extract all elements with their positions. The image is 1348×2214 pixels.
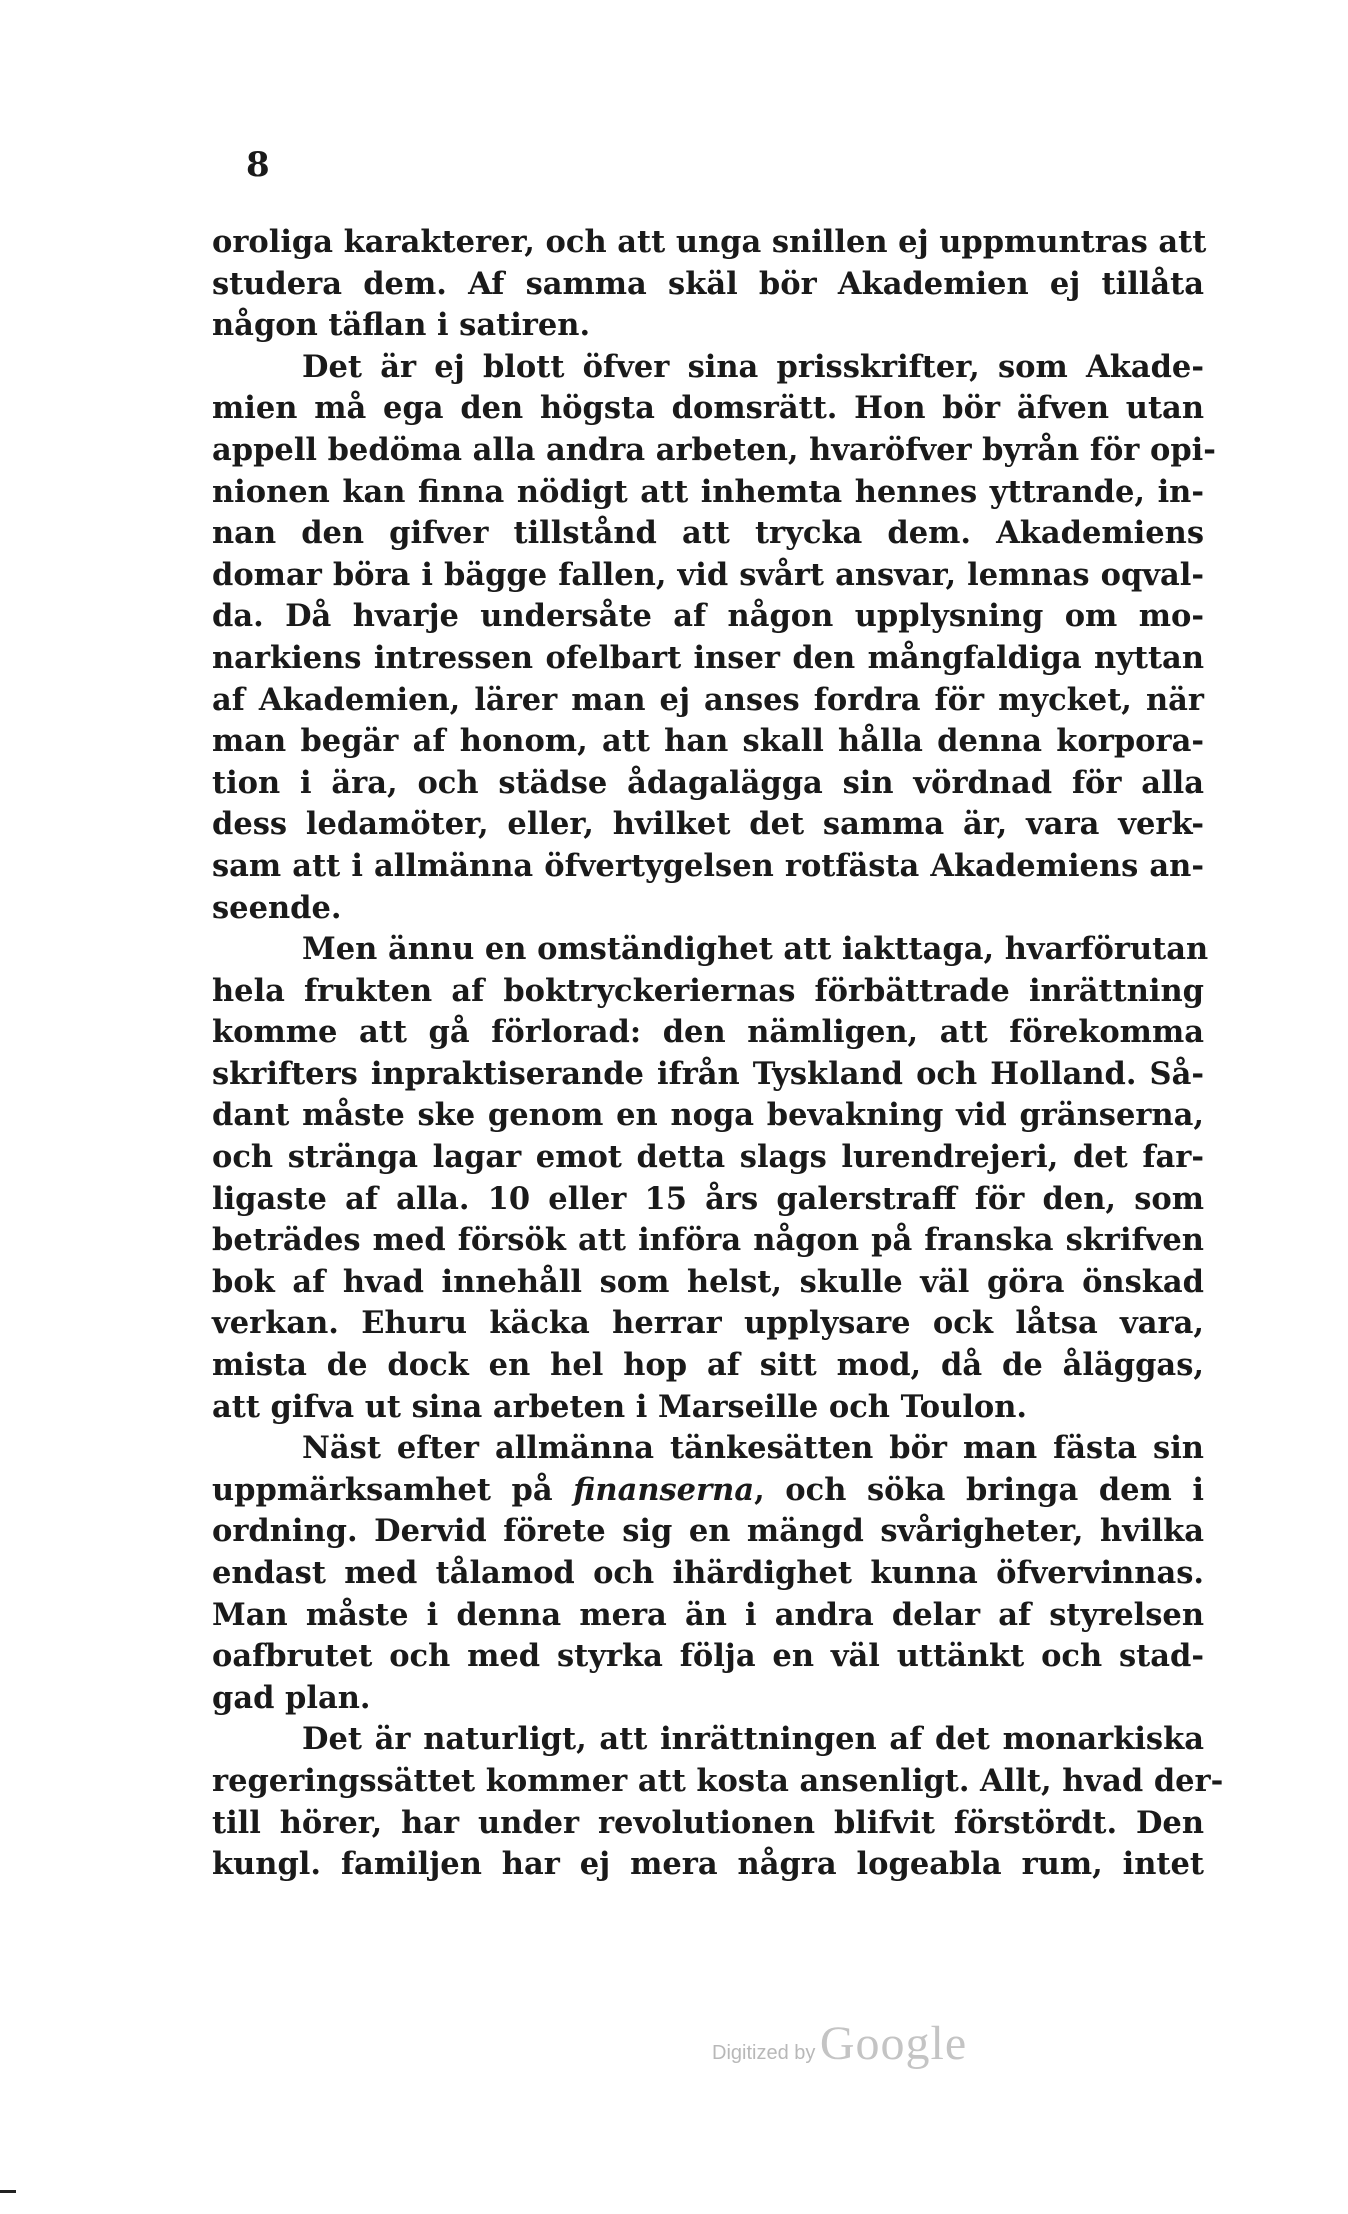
text-line: Näst efter allmänna tänkesätten bör man fästa sin xyxy=(302,1430,1204,1467)
text-line: hela frukten af boktryckeriernas förbättrade inrättning xyxy=(212,972,1204,1009)
text-line: tion i ära, och städse ådagalägga sin vördnad för alla xyxy=(212,764,1204,801)
page-edge-mark xyxy=(0,2190,16,2193)
text-line: ligaste af alla. 10 eller 15 års galerstraff för den, som xyxy=(212,1180,1204,1217)
text-line: Det är naturligt, att inrättningen af det monarkiska xyxy=(302,1721,1204,1758)
text-line: komme att gå förlorad: den nämligen, att förekomma xyxy=(212,1014,1204,1051)
text-line: oroliga karakterer, och att unga snillen ej uppmuntras att xyxy=(212,224,1207,260)
text-line: nionen kan finna nödigt att inhemta hennes yttrande, in- xyxy=(212,473,1204,510)
text-line: man begär af honom, att han skall hålla denna korpora- xyxy=(212,723,1204,760)
text-line: seende. xyxy=(212,889,342,926)
body-text xyxy=(212,222,1224,1886)
text-line: sam att i allmänna öfvertygelsen rotfästa Akademiens an- xyxy=(212,847,1204,884)
text-line: dant måste ske genom en noga bevakning vid gränserna, xyxy=(212,1097,1204,1134)
text-line: endast med tålamod och ihärdighet kunna öfvervinnas. xyxy=(212,1555,1204,1591)
digitized-watermark xyxy=(712,2016,967,2071)
text-line: da. Då hvarje undersåte af någon upplysning om mo- xyxy=(212,598,1204,635)
text-line: appell bedöma alla andra arbeten, hvaröfver byrån för opi- xyxy=(212,431,1216,468)
text-line: oafbrutet och med styrka följa en väl uttänkt och stad- xyxy=(212,1638,1204,1675)
text-line: Det är ej blott öfver sina prisskrifter, som Akade- xyxy=(302,348,1204,385)
text-line: dess ledamöter, eller, hvilket det samma är, vara verk- xyxy=(212,806,1204,843)
text-line: skrifters inpraktiserande ifrån Tyskland och Holland. Så- xyxy=(212,1055,1204,1092)
text-line: narkiens intressen ofelbart inser den mångfaldiga nyttan xyxy=(212,639,1204,676)
page-number: 8 xyxy=(246,145,270,185)
text-line: mista de dock en hel hop af sitt mod, då de åläggas, xyxy=(212,1347,1204,1384)
text-line: domar böra i bägge fallen, vid svårt ansvar, lemnas oqval- xyxy=(212,556,1204,593)
text-line: beträdes med försök att införa någon på franska skrifven xyxy=(212,1222,1204,1259)
text-line: till hörer, har under revolutionen blifvit förstördt. Den xyxy=(212,1804,1204,1841)
text-line: studera dem. Af samma skäl bör Akademien ej tillåta xyxy=(212,265,1204,302)
text-line: nan den gifver tillstånd att trycka dem. Akademiens xyxy=(212,515,1204,552)
digitized-by-label: Digitized by xyxy=(712,2042,816,2064)
text-line: ordning. Dervid förete sig en mängd svårigheter, hvilka xyxy=(212,1513,1204,1550)
google-logo: Google xyxy=(819,2017,968,2070)
text-line: gad plan. xyxy=(212,1679,371,1716)
text-line: Men ännu en omständighet att iakttaga, hvarförutan xyxy=(302,931,1209,968)
text-line: att gifva ut sina arbeten i Marseille och Toulon. xyxy=(212,1388,1028,1425)
text-line: bok af hvad innehåll som helst, skulle väl göra önskad xyxy=(212,1263,1204,1300)
text-line: någon täflan i satiren. xyxy=(212,307,591,344)
italic-word: finanserna xyxy=(573,1471,755,1508)
text-line: och stränga lagar emot detta slags lurendrejeri, det far- xyxy=(212,1139,1204,1176)
text-line: uppmärksamhet på finanserna, och söka bringa dem i xyxy=(212,1471,1205,1508)
text-line: verkan. Ehuru käcka herrar upplysare ock låtsa vara, xyxy=(212,1305,1204,1342)
text-line: kungl. familjen har ej mera några logeabla rum, intet xyxy=(212,1846,1204,1883)
text-line: Man måste i denna mera än i andra delar af styrelsen xyxy=(212,1596,1204,1633)
text-line: mien må ega den högsta domsrätt. Hon bör äfven utan xyxy=(212,390,1204,427)
text-line: af Akademien, lärer man ej anses fordra för mycket, när xyxy=(212,681,1204,718)
text-line: regeringssättet kommer att kosta ansenligt. Allt, hvad der- xyxy=(212,1762,1224,1799)
